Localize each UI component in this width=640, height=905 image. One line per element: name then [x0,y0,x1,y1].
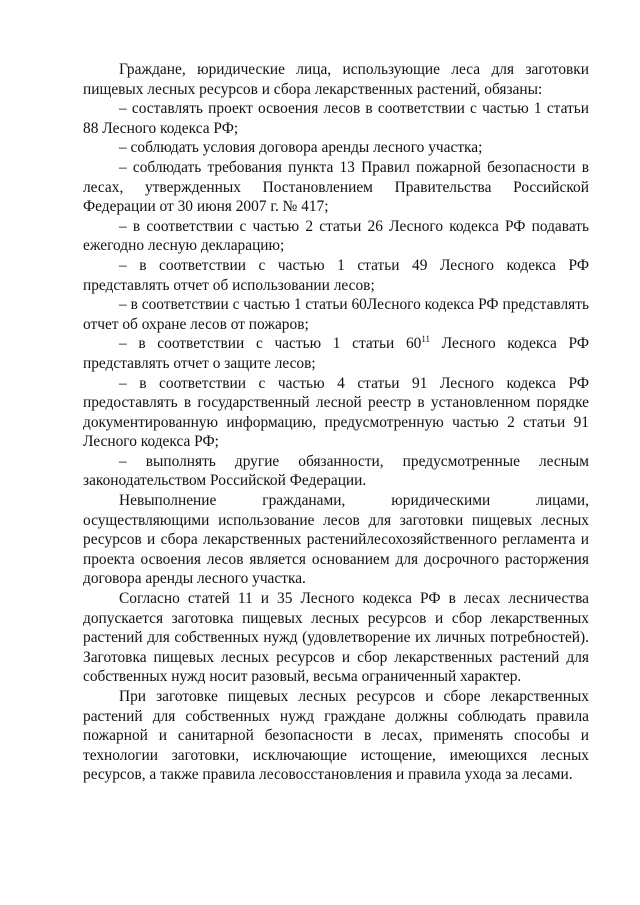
article-superscript: 11 [421,334,431,345]
body-paragraph: При заготовке пищевых лесных ресурсов и сборе лекарственных растений для собственных нужд граждане должны соблюдать правила пожарной и санитарной безопасности в лесах, применять способы и технологии заготовки, исключающие истощение, имеющихся лесных ресурсов, а также правила лесовосстановления и правила ухода за лесами. [83,688,589,784]
obligation-item: – в соответствии с частью 1 статьи 60Лесного кодекса РФ представлять отчет об охране лесов от пожаров; [83,296,589,333]
body-paragraph: Согласно статей 11 и 35 Лесного кодекса РФ в лесах лесничества допускается заготовка пищевых лесных ресурсов и сбор лекарственных растений для собственных нужд (удовлетворение их личных потребностей). Заготовка пищевых лесных ресурсов и сбор лекарственных растений для собственных нужд носит разовый, весьма ограниченный характер. [83,590,589,686]
document-body [83,60,589,785]
obligation-item: – в соответствии с частью 4 статьи 91 Лесного кодекса РФ предоставлять в государственный лесной реестр в установленном порядке документированную информацию, предусмотренную частью 2 статьи 91 Лесного кодекса РФ; [83,374,589,451]
body-paragraph: Невыполнение гражданами, юридическими лицами, осуществляющими использование лесов для заготовки пищевых лесных ресурсов и сбора лекарственных растенийлесохозяйственного регламента и проекта освоения лесов является основанием для досрочного расторжения договора аренды лесного участка. [83,492,589,588]
obligation-item: – составлять проект освоения лесов в соответствии с частью 1 статьи 88 Лесного кодекса РФ; [83,100,589,137]
item-text-end: Лесного кодекса РФ представлять отчет о защите лесов; [83,335,589,372]
obligation-item: – в соответствии с частью 2 статьи 26 Лесного кодекса РФ подавать ежегодно лесную декларацию; [83,217,589,255]
obligation-item: – выполнять другие обязанности, предусмотренные лесным законодательством Российской Федерации. [83,452,589,490]
obligation-item: – в соответствии с частью 1 статьи 49 Лесного кодекса РФ представлять отчет об использовании лесов; [83,256,589,294]
obligation-item: – соблюдать требования пункта 13 Правил пожарной безопасности в лесах, утвержденных Постановлением Правительства Российской Федерации от 30 июня 2007 г. № 417; [83,158,589,216]
obligation-item [83,334,589,373]
obligation-item: – соблюдать условия договора аренды лесного участка; [119,139,483,157]
intro-paragraph: Граждане, юридические лица, использующие леса для заготовки пищевых лесных ресурсов и сбора лекарственных растений, обязаны: [83,61,589,98]
item-text-start: – в соответствии с частью 1 статьи 60 [119,335,422,353]
